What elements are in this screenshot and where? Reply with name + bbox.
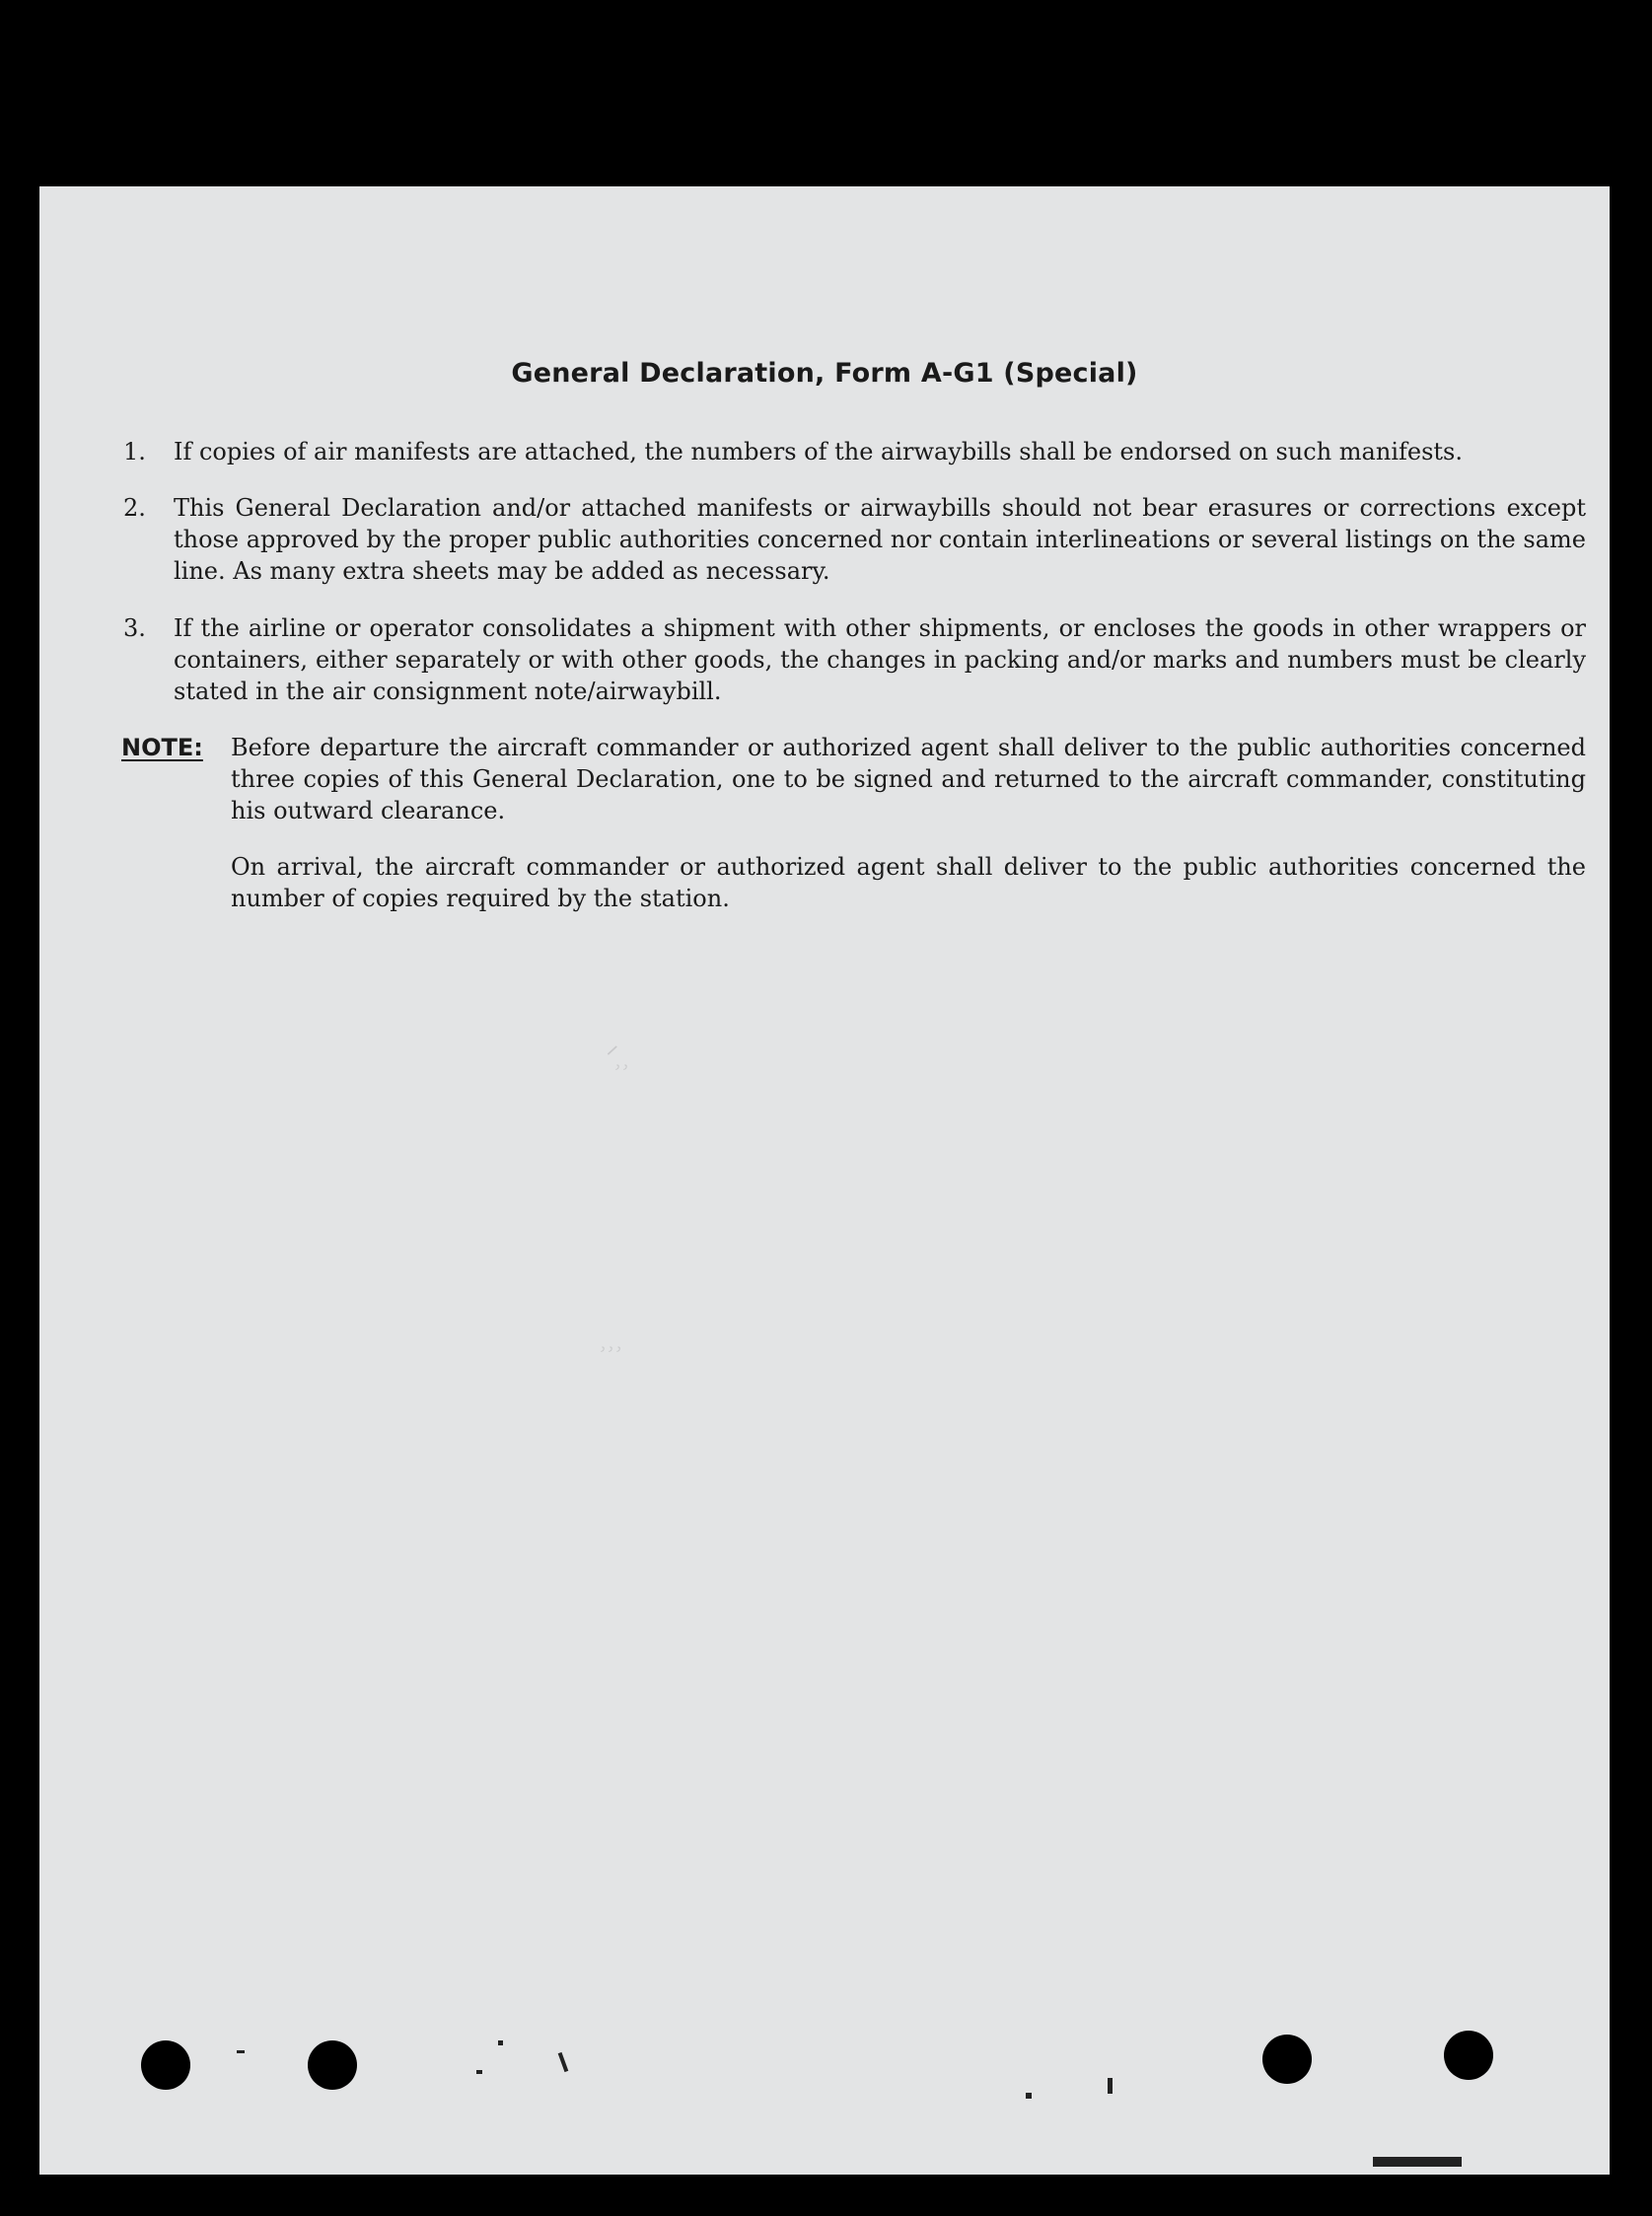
edge-mark — [1373, 2157, 1462, 2167]
item-number: 2. — [123, 494, 146, 522]
item-number: 1. — [123, 438, 146, 465]
note-paragraph: On arrival, the aircraft commander or authorized agent shall deliver to the public authorities concerned the number of copies required by the station. — [231, 853, 1586, 912]
note-paragraph: Before departure the aircraft commander or authorized agent shall deliver to the public authorities concerned three copies of this General Declaration, one to be signed and returned to the aircraft commander, constituting his outward clearance. — [231, 734, 1586, 824]
item-text: This General Declaration and/or attached manifests or airwaybills should not bear erasures or corrections except those approved by the proper public authorities concerned nor contain interlineations or several listings on the same line. As many extra sheets may be added as necessary. — [174, 494, 1586, 585]
bleed-through-mark: ⸒⸒⸒ — [600, 1323, 624, 1353]
speck — [237, 2050, 245, 2053]
speck — [1026, 2093, 1032, 2099]
punch-hole — [1444, 2031, 1493, 2080]
bleed-through-mark: ᐟ⸒⸒ — [604, 1041, 631, 1071]
punch-hole — [1262, 2035, 1312, 2084]
document-page — [39, 186, 1610, 2175]
note-label: NOTE: — [121, 734, 203, 761]
item-number: 3. — [123, 614, 146, 642]
speck — [498, 2040, 503, 2045]
speck — [476, 2070, 482, 2074]
speck — [1108, 2078, 1113, 2094]
page-title: General Declaration, Form A-G1 (Special) — [511, 358, 1138, 389]
speck — [558, 2052, 569, 2072]
punch-hole — [308, 2040, 357, 2090]
punch-hole — [141, 2040, 190, 2090]
item-text: If the airline or operator consolidates a shipment with other shipments, or encloses the goods in other wrappers or containers, either separately or with other goods, the changes in packing and/or marks and numbers must be clearly stated in the air consignment note/airwaybill. — [174, 614, 1586, 705]
item-text: If copies of air manifests are attached, the numbers of the airwaybills shall be endorsed on such manifests. — [174, 438, 1463, 465]
